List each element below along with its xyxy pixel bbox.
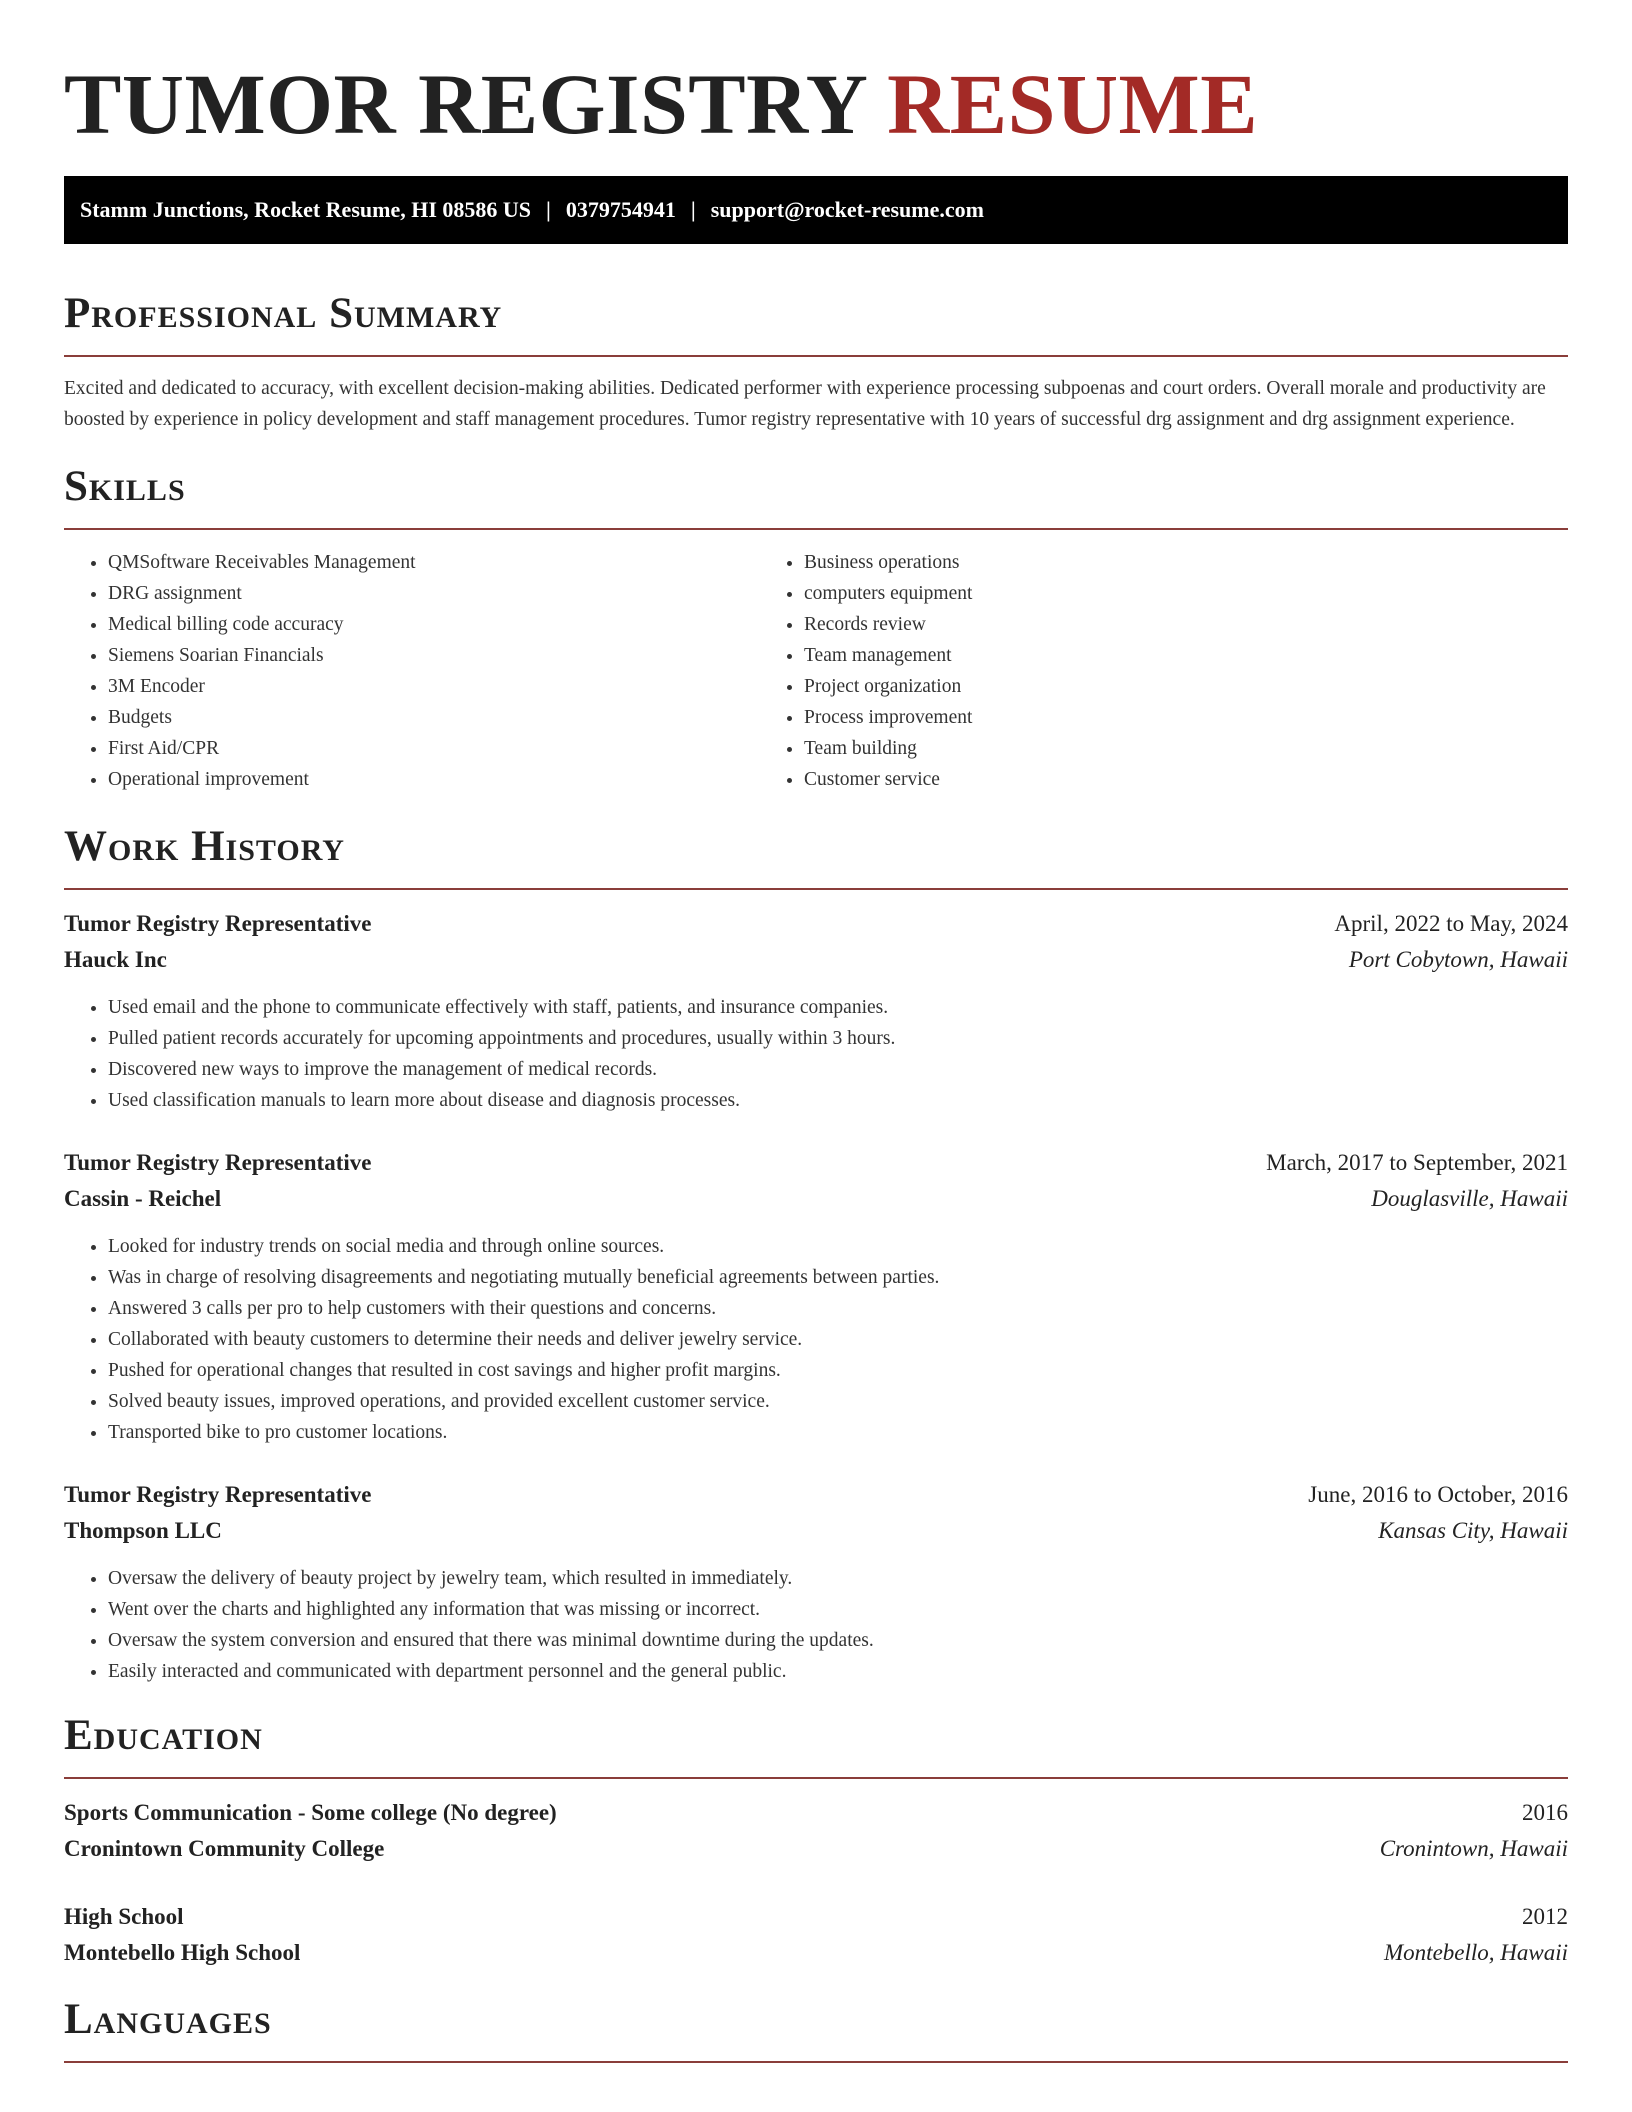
contact-separator: | (546, 197, 551, 222)
work-history-section (64, 820, 1568, 1687)
job-title-row (64, 1145, 1568, 1181)
job-bullet: • Easily interacted and communicated with department personnel and the general public. (108, 1656, 1568, 1687)
job-location: Kansas City, Hawaii (1378, 1518, 1568, 1543)
job-company-row (64, 1181, 1568, 1217)
job-dates: March, 2017 to September, 2021 (1266, 1150, 1568, 1175)
job-bullets (64, 1563, 1568, 1687)
education-entry (64, 1899, 1568, 1971)
skills-left-column (64, 547, 760, 795)
job-entry (64, 1145, 1568, 1448)
job-location: Douglasville, Hawaii (1371, 1186, 1568, 1211)
job-company: Hauck Inc (64, 947, 167, 972)
education-heading: Education (64, 1712, 263, 1759)
job-company-row (64, 942, 1568, 978)
skill-item: • QMSoftware Receivables Management (108, 547, 760, 578)
job-entry (64, 906, 1568, 1116)
summary-heading: Professional Summary (64, 290, 503, 337)
contact-phone: 0379754941 (565, 197, 676, 222)
job-bullet: • Transported bike to pro customer locations. (108, 1417, 1568, 1448)
section-divider (64, 2061, 1568, 2063)
education-school: Cronintown Community College (64, 1836, 385, 1861)
contact-separator: | (690, 197, 696, 222)
work-history-heading: Work History (64, 823, 345, 870)
education-degree: Sports Communication - Some college (No degree) (64, 1800, 557, 1825)
job-dates: June, 2016 to October, 2016 (1308, 1482, 1568, 1507)
education-entry (64, 1795, 1568, 1867)
job-title: Tumor Registry Representative (64, 911, 372, 936)
job-bullet: • Was in charge of resolving disagreements and negotiating mutually beneficial agreements between parties. (108, 1262, 1568, 1293)
section-divider (64, 888, 1568, 890)
education-school-row (64, 1935, 1568, 1971)
section-divider (64, 355, 1568, 357)
job-bullet: • Discovered new ways to improve the management of medical records. (108, 1054, 1568, 1085)
contact-email: support@rocket-resume.com (710, 197, 984, 222)
skill-item: • 3M Encoder (108, 671, 760, 702)
job-company: Cassin - Reichel (64, 1186, 222, 1211)
job-bullet: • Pulled patient records accurately for upcoming appointments and procedures, usually within 3 hours. (108, 1023, 1568, 1054)
job-company-row (64, 1513, 1568, 1549)
resume-title (64, 0, 1568, 152)
summary-text: Excited and dedicated to accuracy, with excellent decision-making abilities. Dedicated performer with experience processing subpoenas and court orders. Overall morale and productivity are boosted by experience in policy development and staff management procedures. Tumor registry representative with 10 years of successful drg assignment and drg assignment experience. (64, 378, 1546, 430)
job-bullet: • Oversaw the delivery of beauty project by jewelry team, which resulted in immediately. (108, 1563, 1568, 1594)
job-dates: April, 2022 to May, 2024 (1334, 911, 1568, 936)
skill-item: • Operational improvement (108, 764, 760, 795)
education-degree: High School (64, 1904, 184, 1929)
skills-heading: Skills (64, 463, 186, 510)
education-degree-row (64, 1899, 1568, 1935)
job-bullets (64, 1231, 1568, 1448)
title-main: TUMOR REGISTRY (64, 56, 866, 152)
education-location: Cronintown, Hawaii (1379, 1836, 1568, 1861)
job-bullet: • Used email and the phone to communicate effectively with staff, patients, and insurance companies. (108, 992, 1568, 1023)
section-divider (64, 528, 1568, 530)
education-section (64, 1709, 1568, 1971)
education-year: 2012 (1522, 1904, 1568, 1929)
skill-item: • Budgets (108, 702, 760, 733)
summary-section (64, 287, 1568, 435)
contact-bar (64, 176, 1568, 244)
skill-item: • First Aid/CPR (108, 733, 760, 764)
job-title-row (64, 1477, 1568, 1513)
job-bullet: • Looked for industry trends on social media and through online sources. (108, 1231, 1568, 1262)
languages-section (64, 1993, 1568, 2063)
job-bullets (64, 992, 1568, 1116)
skill-item: • DRG assignment (108, 578, 760, 609)
skill-item: • Project organization (804, 671, 1456, 702)
skill-item: • computers equipment (804, 578, 1456, 609)
job-title: Tumor Registry Representative (64, 1482, 372, 1507)
languages-heading: Languages (64, 1996, 272, 2043)
skill-item: • Business operations (804, 547, 1456, 578)
job-entry (64, 1477, 1568, 1687)
skills-grid (64, 547, 1568, 795)
job-bullet: • Went over the charts and highlighted any information that was missing or incorrect. (108, 1594, 1568, 1625)
job-bullet: • Answered 3 calls per pro to help customers with their questions and concerns. (108, 1293, 1568, 1324)
skill-item: • Team building (804, 733, 1456, 764)
skill-item: • Records review (804, 609, 1456, 640)
education-school-row (64, 1831, 1568, 1867)
job-title: Tumor Registry Representative (64, 1150, 372, 1175)
skills-right-column (760, 547, 1456, 795)
skills-section (64, 460, 1568, 795)
skill-item: • Siemens Soarian Financials (108, 640, 760, 671)
job-bullet: • Used classification manuals to learn more about disease and diagnosis processes. (108, 1085, 1568, 1116)
job-location: Port Cobytown, Hawaii (1348, 947, 1568, 972)
job-company: Thompson LLC (64, 1518, 222, 1543)
job-bullet: • Pushed for operational changes that resulted in cost savings and higher profit margins. (108, 1355, 1568, 1386)
education-year: 2016 (1522, 1800, 1568, 1825)
skill-item: • Customer service (804, 764, 1456, 795)
job-bullet: • Solved beauty issues, improved operations, and provided excellent customer service. (108, 1386, 1568, 1417)
education-school: Montebello High School (64, 1940, 301, 1965)
skill-item: • Team management (804, 640, 1456, 671)
contact-address: Stamm Junctions, Rocket Resume, HI 08586 US (80, 197, 531, 222)
section-divider (64, 1777, 1568, 1779)
skill-item: • Medical billing code accuracy (108, 609, 760, 640)
education-degree-row (64, 1795, 1568, 1831)
job-bullet: • Oversaw the system conversion and ensured that there was minimal downtime during the updates. (108, 1625, 1568, 1656)
job-bullet: • Collaborated with beauty customers to determine their needs and deliver jewelry service. (108, 1324, 1568, 1355)
skill-item: • Process improvement (804, 702, 1456, 733)
education-location: Montebello, Hawaii (1384, 1940, 1568, 1965)
title-accent: RESUME (887, 56, 1259, 152)
job-title-row (64, 906, 1568, 942)
